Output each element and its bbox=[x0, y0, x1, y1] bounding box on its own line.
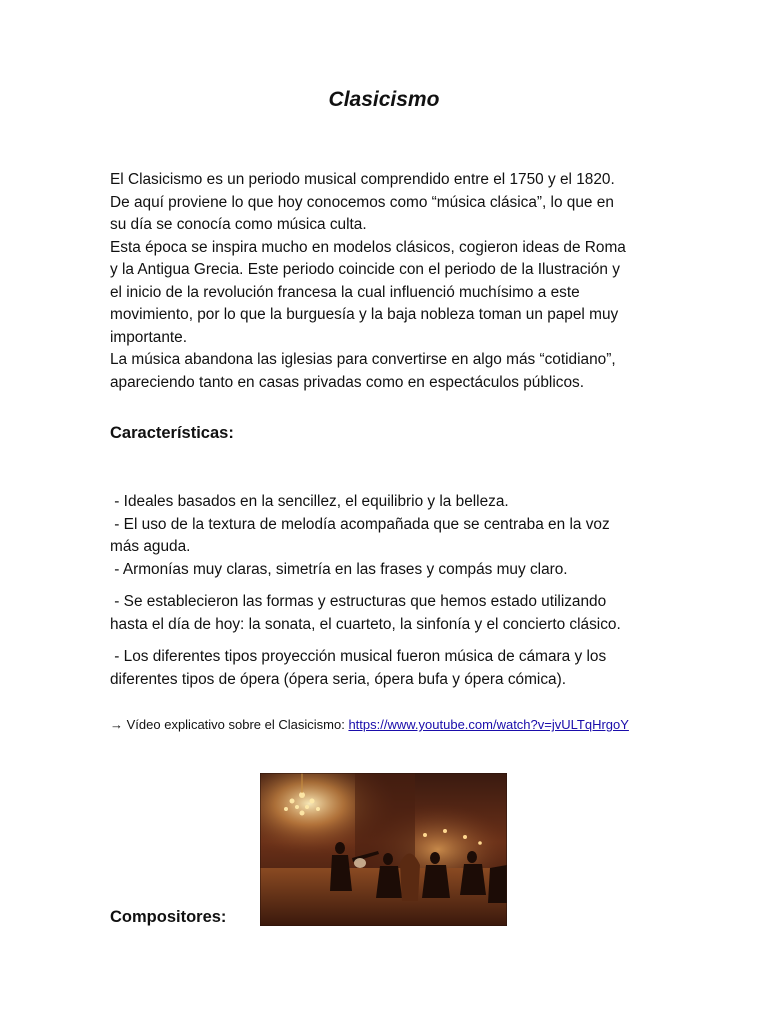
intro-line: y la Antigua Grecia. Este periodo coincide con el periodo de la Ilustración y bbox=[110, 261, 620, 278]
intro-line: De aquí proviene lo que hoy conocemos como “música clásica”, lo que en bbox=[110, 193, 614, 211]
video-link[interactable]: https://www.youtube.com/watch?v=jvULTqHrgoY bbox=[348, 717, 629, 732]
arrow-right-icon: → bbox=[110, 717, 123, 732]
video-reference bbox=[110, 717, 629, 732]
page-title: Clasicismo bbox=[328, 88, 440, 111]
characteristics-list-1 bbox=[110, 491, 670, 581]
list-item: - El uso de la textura de melodía acompañada que se centraba en la voz bbox=[110, 515, 610, 533]
list-item: - Ideales basados en la sencillez, el equilibrio y la belleza. bbox=[110, 493, 509, 510]
intro-line: importante. bbox=[110, 328, 187, 346]
list-item: hasta el día de hoy: la sonata, el cuarteto, la sinfonía y el concierto clásico. bbox=[110, 615, 621, 633]
intro-line: su día se conocía como música culta. bbox=[110, 216, 367, 233]
intro-paragraph bbox=[110, 169, 670, 394]
classical-concert-painting bbox=[260, 773, 507, 926]
intro-line: apareciendo tanto en casas privadas como en espectáculos públicos. bbox=[110, 373, 584, 391]
list-item: - Los diferentes tipos proyección musical fueron música de cámara y los bbox=[110, 648, 607, 665]
characteristics-list-3 bbox=[110, 646, 670, 691]
intro-line: el inicio de la revolución francesa la cual influenció muchísimo a este bbox=[110, 283, 580, 301]
characteristics-list-2 bbox=[110, 591, 670, 636]
painting-image bbox=[260, 773, 507, 926]
intro-line: El Clasicismo es un periodo musical comprendido entre el 1750 y el 1820. bbox=[110, 171, 615, 188]
video-label: Vídeo explicativo sobre el Clasicismo: bbox=[126, 717, 349, 732]
characteristics-heading: Características: bbox=[110, 424, 234, 442]
list-item: - Armonías muy claras, simetría en las frases y compás muy claro. bbox=[110, 560, 568, 578]
list-item: diferentes tipos de ópera (ópera seria, ópera bufa y ópera cómica). bbox=[110, 670, 566, 688]
list-item: - Se establecieron las formas y estructuras que hemos estado utilizando bbox=[110, 593, 607, 610]
composers-heading: Compositores: bbox=[110, 908, 227, 926]
intro-line: Esta época se inspira mucho en modelos clásicos, cogieron ideas de Roma bbox=[110, 238, 626, 256]
intro-line: La música abandona las iglesias para convertirse en algo más “cotidiano”, bbox=[110, 351, 616, 368]
intro-line: movimiento, por lo que la burguesía y la baja nobleza toman un papel muy bbox=[110, 306, 619, 323]
list-item: más aguda. bbox=[110, 538, 191, 555]
